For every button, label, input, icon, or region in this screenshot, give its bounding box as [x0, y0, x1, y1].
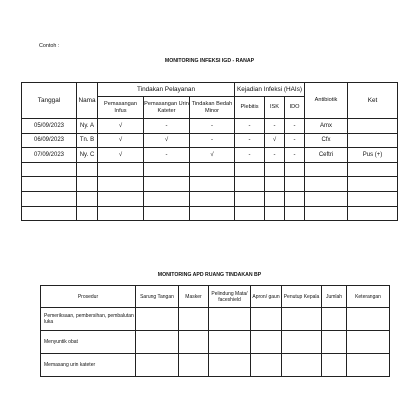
header-ido: IDO	[285, 97, 305, 119]
table-cell: -	[265, 119, 285, 134]
empty-cell	[136, 308, 179, 331]
header-infus: Pemasangan Infus	[98, 97, 144, 119]
infection-table-body	[22, 119, 398, 221]
empty-cell	[347, 354, 390, 377]
table-cell: -	[190, 119, 235, 134]
header-isk: ISK	[265, 97, 285, 119]
table-cell: 07/09/2023	[22, 148, 77, 163]
table-cell: -	[285, 148, 305, 163]
header-kejadian-infeksi: Kejadian Infeksi (HAIs)	[235, 83, 305, 97]
header-tanggal: Tanggal	[22, 83, 77, 119]
table-cell	[348, 177, 398, 192]
empty-cell	[251, 308, 282, 331]
table-cell	[235, 177, 265, 192]
table-row	[41, 354, 390, 377]
table-cell	[190, 177, 235, 192]
table-row	[41, 331, 390, 354]
table-cell: Ceftri	[305, 148, 348, 163]
table-cell: √	[190, 148, 235, 163]
header-antibiotik: Antibiotik	[305, 83, 348, 119]
table-cell	[305, 177, 348, 192]
empty-cell	[209, 331, 251, 354]
table-cell	[265, 206, 285, 221]
table-cell	[98, 177, 144, 192]
table-cell	[98, 162, 144, 177]
table-cell	[22, 191, 77, 206]
table-cell: -	[235, 119, 265, 134]
apd-header-cell: Penutup Kepala	[282, 286, 322, 308]
table-cell: √	[98, 133, 144, 148]
table-cell	[98, 206, 144, 221]
table-cell: √	[265, 133, 285, 148]
table-cell	[190, 206, 235, 221]
table-cell	[285, 206, 305, 221]
header-bedah-minor: Tindakan Bedah Minor	[190, 97, 235, 119]
table-cell	[265, 162, 285, 177]
table-cell: -	[285, 119, 305, 134]
table-cell	[144, 162, 190, 177]
table-cell	[235, 162, 265, 177]
table-cell	[77, 177, 98, 192]
table-row	[22, 133, 398, 148]
apd-header-cell: Prosedur	[41, 286, 136, 308]
table-cell	[285, 177, 305, 192]
table-cell	[305, 162, 348, 177]
empty-cell	[136, 354, 179, 377]
table-cell: √	[144, 133, 190, 148]
table-cell	[144, 177, 190, 192]
empty-cell	[282, 331, 322, 354]
header-nama: Nama	[77, 83, 98, 119]
table-cell: 05/09/2023	[22, 119, 77, 134]
table-cell: Ny. C	[77, 148, 98, 163]
table-row	[22, 206, 398, 221]
procedure-cell: Memasang urin kateter	[41, 354, 136, 377]
table-cell	[22, 162, 77, 177]
header-tindakan-pelayanan: Tindakan Pelayanan	[98, 83, 235, 97]
table-cell: -	[144, 119, 190, 134]
table-cell	[144, 191, 190, 206]
table-cell: -	[265, 148, 285, 163]
empty-cell	[136, 331, 179, 354]
table-cell	[348, 133, 398, 148]
table-cell	[77, 191, 98, 206]
table-row	[22, 177, 398, 192]
table-cell	[22, 206, 77, 221]
table-cell	[305, 206, 348, 221]
table-cell	[265, 191, 285, 206]
table-cell	[22, 177, 77, 192]
header-plebitis: Plebitis	[235, 97, 265, 119]
table-cell	[348, 162, 398, 177]
table-cell	[235, 206, 265, 221]
header-ket: Ket	[348, 83, 398, 119]
header-kateter: Pemasangan Urin Kateter	[144, 97, 190, 119]
empty-cell	[322, 354, 347, 377]
table-row	[22, 119, 398, 134]
table-cell: -	[235, 133, 265, 148]
empty-cell	[322, 308, 347, 331]
table-cell	[98, 191, 144, 206]
apd-header-cell: Jumlah	[322, 286, 347, 308]
table-cell	[348, 206, 398, 221]
empty-cell	[282, 308, 322, 331]
table-cell: -	[285, 133, 305, 148]
empty-cell	[322, 331, 347, 354]
table-cell	[144, 206, 190, 221]
procedure-cell: Menyuntik obat	[41, 331, 136, 354]
table-cell: Cfx	[305, 133, 348, 148]
table1-title: MONITORING INFEKSI IGD - RANAP	[164, 58, 255, 64]
table-cell: Pus (+)	[348, 148, 398, 163]
table2-title: MONITORING APD RUANG TINDAKAN BP	[157, 272, 262, 278]
empty-cell	[251, 354, 282, 377]
apd-header-cell: Masker	[179, 286, 209, 308]
table-cell: Tn. B	[77, 133, 98, 148]
apd-header-cell: Keterangan	[347, 286, 390, 308]
apd-header-cell: Pelindung Mata/ faceshield	[209, 286, 251, 308]
table-cell	[235, 191, 265, 206]
table-cell: -	[235, 148, 265, 163]
empty-cell	[179, 308, 209, 331]
table-row	[41, 308, 390, 331]
table-cell: √	[98, 148, 144, 163]
table-cell: Ny. A	[77, 119, 98, 134]
apd-header-cell: Sarung Tangan	[136, 286, 179, 308]
table-cell	[305, 191, 348, 206]
table-cell	[285, 162, 305, 177]
table-cell: Amx	[305, 119, 348, 134]
empty-cell	[209, 354, 251, 377]
table-cell	[77, 206, 98, 221]
table-cell: -	[144, 148, 190, 163]
table-cell	[348, 191, 398, 206]
table-cell: -	[190, 133, 235, 148]
table-cell	[190, 191, 235, 206]
empty-cell	[209, 308, 251, 331]
empty-cell	[282, 354, 322, 377]
table-cell	[265, 177, 285, 192]
empty-cell	[251, 331, 282, 354]
apd-header-cell: Apron/ gaun	[251, 286, 282, 308]
apd-table-body	[41, 308, 390, 377]
empty-cell	[179, 331, 209, 354]
table-cell	[190, 162, 235, 177]
procedure-cell: Pemeriksaan, pembersihan, pembalutan luka	[41, 308, 136, 331]
table-cell	[285, 191, 305, 206]
table-cell	[348, 119, 398, 134]
table-cell: 06/09/2023	[22, 133, 77, 148]
empty-cell	[179, 354, 209, 377]
empty-cell	[347, 308, 390, 331]
apd-monitoring-table	[40, 285, 390, 377]
infection-monitoring-table	[21, 82, 398, 221]
table-row	[22, 148, 398, 163]
table-cell	[77, 162, 98, 177]
table-row	[22, 162, 398, 177]
example-label: Contoh :	[39, 43, 60, 49]
empty-cell	[347, 331, 390, 354]
table-cell: √	[98, 119, 144, 134]
table-row	[22, 191, 398, 206]
